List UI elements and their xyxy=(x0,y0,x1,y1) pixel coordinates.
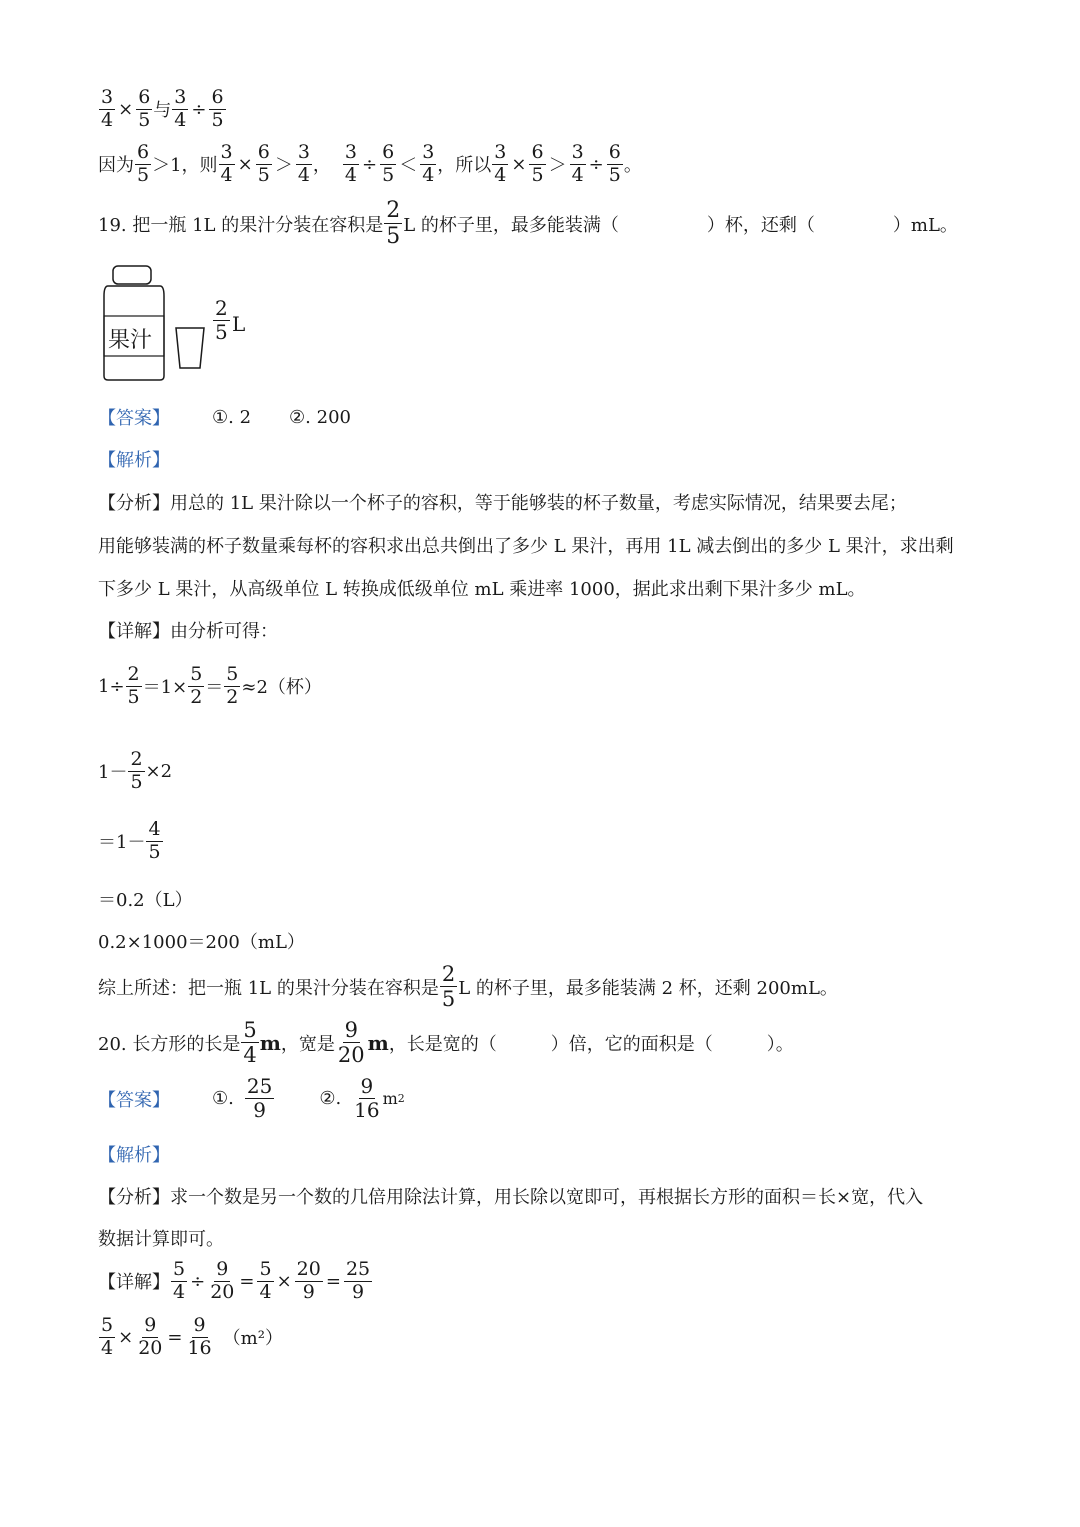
analysis-text: 【分析】用总的 1L 果汁除以一个杯子的容积，等于能够装的杯子数量，考虑实际情况，结果要去尾； xyxy=(98,493,907,514)
equation: ＝1－ 4 5 xyxy=(98,818,161,863)
question-19: 19. 把一瓶 1L 的果汁分装在容积是 2 5 L 的杯子里，最多能装满（ ）杯，还剩（ ）mL。 xyxy=(98,198,958,250)
bottle-label: 果汁 xyxy=(108,328,153,353)
answer-19: 【答案】 ①. 2 ②. 200 xyxy=(98,406,351,429)
summary: 综上所述：把一瓶 1L 的果汁分装在容积是 2 5 L 的杯子里，最多能装满 2 杯，还剩 200mL。 xyxy=(98,962,838,1012)
equation: ＝0.2（L） xyxy=(98,890,193,911)
equation: $\frac{5}{4}$ × $\frac{9}{20}$ = $\frac{9}{16}$ （m²） xyxy=(101,1314,283,1359)
cup-icon xyxy=(176,328,204,368)
juice-figure: 果汁 2 5 L xyxy=(100,264,260,384)
equation: 1－ $\frac{2}{5}$ ×2 xyxy=(98,748,173,793)
fraction: $\frac{3}{4}$ xyxy=(174,86,187,131)
expr-line-1: $\frac{3}{4}$ × $\frac{6}{5}$ 与 $\frac{3}{4}$ ÷ $\frac{6}{5}$ xyxy=(101,86,224,131)
analysis-text: 数据计算即可。 xyxy=(98,1229,224,1250)
analysis-tag: 【解析】 xyxy=(98,450,170,471)
analysis-text: 用能够装满的杯子数量乘每杯的容积求出总共倒出了多少 L 果汁，再用 1L 减去倒出的多少 L 果汁，求出剩 xyxy=(98,536,954,557)
analysis-tag: 【解析】 xyxy=(98,1145,170,1166)
equation: 1÷ $\frac{2}{5}$ ＝1× $\frac{5}{2}$ ＝ $\frac{5}{2}$ ≈2（杯） xyxy=(98,663,322,708)
answer-20: 【答案】 ①. 25 9 ②. 9 16 m 2 xyxy=(98,1074,405,1122)
analysis-text: 【分析】求一个数是另一个数的几倍用除法计算，用长除以宽即可，再根据长方形的面积＝长×宽，代入 xyxy=(98,1187,924,1208)
analysis-text: 下多少 L 果汁，从高级单位 L 转换成低级单位 mL 乘进率 1000，据此求出剩下果汁多少 mL。 xyxy=(98,579,866,600)
question-20: 20. 长方形的长是 5 4 m ，宽是 9 20 m ，长是宽的（ ）倍，它的面积是（ ）。 xyxy=(98,1018,794,1068)
expr-line-2: 因为 6 5 ＞1，则 $\frac{3}{4}$ × $\frac{6}{5}$ ＞ 3 4 ， $\frac{3}{4}$ ÷ $\frac{6}{5}$ ＜ 3 4 ，所以 $\frac{3}{4}$ × $\frac{6}{5}$ ＞ $\frac{3}{4}$ ÷ $\frac{6}{5}$ 。 xyxy=(98,141,642,186)
equation: 【详解】 $\frac{5}{4}$ ÷ $\frac{9}{20}$ = $\frac{5}{4}$ × $\frac{20}{9}$ = $\frac{25}{9}$ xyxy=(98,1258,371,1303)
equation: 0.2×1000＝200（mL） xyxy=(98,932,305,953)
fraction: $\frac{6}{5}$ xyxy=(138,86,151,131)
fraction: $\frac{6}{5}$ xyxy=(211,86,224,131)
fraction: $\frac{3}{4}$ xyxy=(101,86,114,131)
detail-label: 【详解】由分析可得： xyxy=(98,621,278,642)
